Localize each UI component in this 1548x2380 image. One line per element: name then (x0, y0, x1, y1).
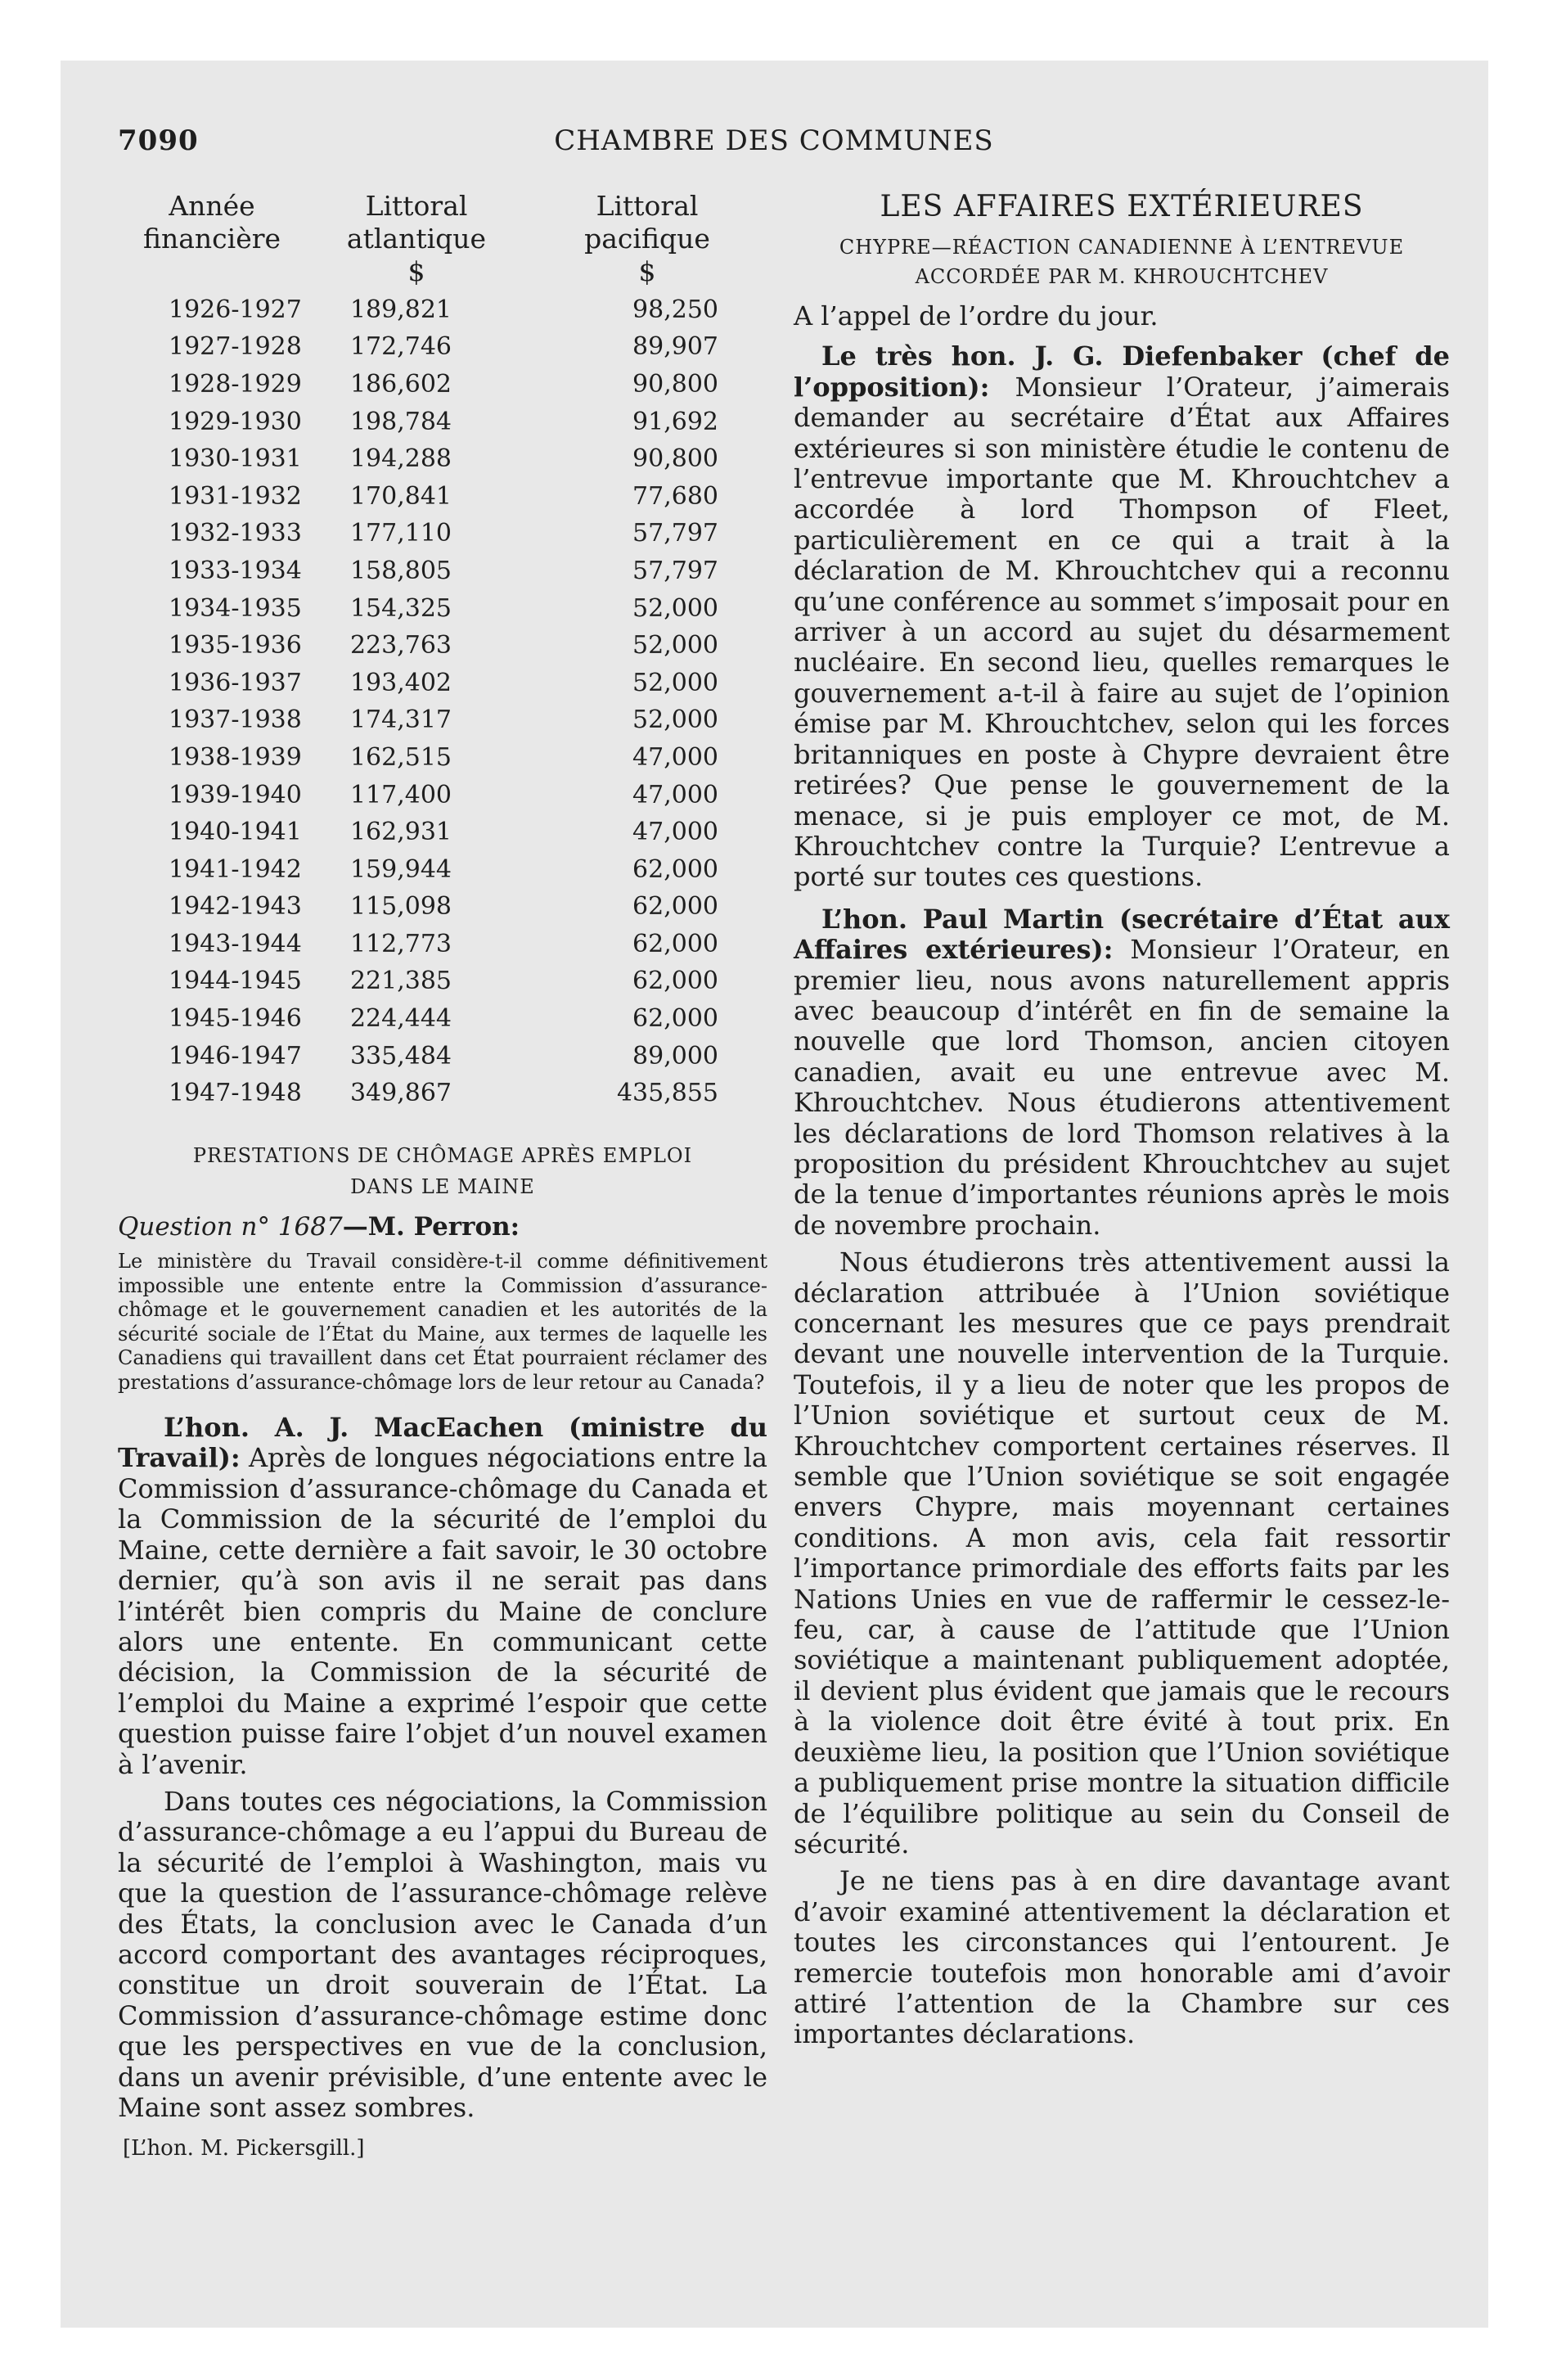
table-row (118, 926, 767, 963)
cell-pacific: 47,000 (632, 818, 718, 847)
cell-year: 1930-1931 (169, 444, 302, 474)
cell-atlantic: 194,288 (349, 444, 452, 474)
answer-paragraph-1: L’hon. A. J. MacEachen (ministre du Travail): Après de longues négociations entre la Commission d’assurance-chômage du Canada et la Commission de la sécurité de l’emploi du Maine, cette dernière a fait savoir, le 30 octobre dernier, qu’à son avis il ne serait pas dans l’intérêt bien compris du Maine de conclure alors une entente. En communicant cette décision, la Commission de la sécurité de l’emploi du Maine a exprimé l’espoir que cette question puisse faire l’objet d’un nouvel examen à l’avenir. (118, 1412, 768, 1780)
table-row (118, 739, 767, 777)
table-row (118, 403, 767, 441)
cell-atlantic: 198,784 (349, 407, 452, 436)
section-heading: PRESTATIONS DE CHÔMAGE APRÈS EMPLOI DANS LE MAINE (192, 1144, 693, 1199)
cell-pacific: 52,000 (632, 705, 718, 735)
cell-atlantic: 159,944 (349, 854, 452, 884)
cell-atlantic: 172,746 (349, 332, 452, 362)
cell-year: 1943-1944 (169, 929, 302, 958)
header-pacific: Littoral pacifique $ (584, 190, 710, 287)
cell-atlantic: 193,402 (349, 668, 452, 697)
cell-atlantic: 221,385 (349, 967, 452, 996)
cell-year: 1940-1941 (169, 818, 302, 847)
cell-pacific: 91,692 (632, 407, 718, 436)
header-atlantic: Littoral atlantique $ (346, 190, 487, 287)
martin-paragraph-2: Nous étudierons très attentivement aussi la déclaration attribuée à l’Union soviétique concernant les mesures que ce pays prendrait devant une nouvelle intervention de la Turquie. Toutefois, il y a lieu de noter que les propos de l’Union soviétique et surtout ceux de M. Khrouchtchev comportent certaines réserves. Il semble que l’Union soviétique se soit engagée envers Chypre, mais moyennant certaines conditions. A mon avis, cela fait ressortir l’importance primordiale des efforts faits par les Nations Unies en vue de raffermir le cessez-le-feu, car, à cause de l’attitude que l’Union soviétique a maintenant publiquement adoptée, il devient plus évident que jamais que le recours à la violence doit être évité à tout prix. En deuxième lieu, la position que l’Union soviétique a publiquement prise montre la situation difficile de l’équilibre politique au sein du Conseil de sécurité. (794, 1246, 1450, 1859)
cell-pacific: 89,907 (632, 332, 718, 362)
cell-atlantic: 349,867 (349, 1079, 452, 1108)
cell-atlantic: 177,110 (349, 519, 452, 548)
table-row (118, 440, 767, 478)
cell-year: 1926-1927 (169, 295, 302, 324)
page-number: 7090 (118, 124, 199, 157)
cell-pacific: 90,800 (632, 444, 718, 474)
cell-year: 1929-1930 (169, 407, 302, 436)
cell-atlantic: 335,484 (349, 1041, 452, 1071)
cell-atlantic: 162,931 (349, 818, 452, 847)
cell-pacific: 62,000 (632, 854, 718, 884)
section-subtitle: CHYPRE—RÉACTION CANADIENNE À L’ENTREVUE ACCORDÉE PAR M. KHROUCHTCHEV (839, 236, 1405, 288)
cell-atlantic: 154,325 (349, 593, 452, 623)
cell-pacific: 57,797 (632, 519, 718, 548)
intro-line: A l’appel de l’ordre du jour. (794, 300, 1159, 331)
page-header (118, 124, 1430, 160)
table-row (118, 963, 767, 1001)
cell-year: 1941-1942 (169, 854, 302, 884)
cell-year: 1933-1934 (169, 556, 302, 585)
cell-year: 1939-1940 (169, 780, 302, 809)
table-row (118, 1038, 767, 1075)
cell-atlantic: 112,773 (349, 929, 452, 958)
cell-year: 1928-1929 (169, 369, 302, 399)
cell-atlantic: 174,317 (349, 705, 452, 735)
cell-year: 1934-1935 (169, 593, 302, 623)
cell-year: 1945-1946 (169, 1004, 302, 1034)
left-column (118, 190, 767, 2161)
cell-pacific: 62,000 (632, 929, 718, 958)
table-row (118, 627, 767, 665)
cell-atlantic: 117,400 (349, 780, 452, 809)
cell-atlantic: 162,515 (349, 742, 452, 772)
cell-year: 1944-1945 (169, 967, 302, 996)
cell-year: 1937-1938 (169, 705, 302, 735)
table-row (118, 552, 767, 590)
table-row (118, 665, 767, 702)
cell-atlantic: 189,821 (349, 295, 452, 324)
cell-pacific: 90,800 (632, 369, 718, 399)
martin-paragraph-3: Je ne tiens pas à en dire davantage avant d’avoir examiné attentivement la déclaration et toutes les circonstances qui l’entourent. Je remercie toutefois mon honorable ami d’avoir attiré l’attention de la Chambre sur ces importantes déclarations. (794, 1865, 1450, 2050)
table-header-row (118, 190, 767, 291)
cell-pacific: 52,000 (632, 668, 718, 697)
martin-paragraph-1: L’hon. Paul Martin (secrétaire d’État aux Affaires extérieures): Monsieur l’Orateur, en premier lieu, nous avons naturellement appris avec beaucoup d’intérêt en fin de semaine la nouvelle que lord Thomson, ancien citoyen canadien, avait eu une entrevue avec M. Khrouchtchev. Nous étudierons attentivement les déclarations de lord Thomson relatives à la proposition du président Khrouchtchev au sujet de la tenue d’importantes réunions après le mois de novembre prochain. (794, 903, 1451, 1241)
section-title: LES AFFAIRES EXTÉRIEURES (880, 190, 1364, 223)
cell-pacific: 47,000 (632, 780, 718, 809)
cell-year: 1935-1936 (169, 631, 302, 660)
table-row (118, 590, 767, 628)
table-row (118, 1075, 767, 1112)
cell-atlantic: 158,805 (349, 556, 452, 585)
cell-atlantic: 223,763 (349, 631, 452, 660)
cell-atlantic: 115,098 (349, 892, 452, 922)
cell-year: 1942-1943 (169, 892, 302, 922)
right-column (794, 190, 1450, 2050)
question-line: Question n° 1687—M. Perron: (118, 1212, 520, 1242)
table-row (118, 777, 767, 814)
table-row (118, 889, 767, 926)
table-row (118, 366, 767, 403)
cell-pacific: 62,000 (632, 892, 718, 922)
diefenbaker-paragraph: Le très hon. J. G. Diefenbaker (chef de l’opposition): Monsieur l’Orateur, j’aimerais demander au secrétaire d’État aux Affaires extérieures si son ministère étudie le contenu de l’entrevue importante que M. Khrouchtchev a accordée à lord Thompson of Fleet, particulièrement en ce qui a trait à la déclaration de M. Khrouchtchev qui a reconnu qu’une conférence au sommet s’imposait pour en arriver à un accord au sujet du désarmement nucléaire. En second lieu, quelles remarques le gouvernement a-t-il à faire au sujet de l’opinion émise par M. Khrouchtchev, selon qui les forces britanniques en poste à Chypre devraient être retirées? Que pense le gouvernement de la menace, si je puis employer ce mot, de M. Khrouchtchev contre la Turquie? L’entrevue a porté sur toutes ces questions. (794, 340, 1451, 893)
cell-pacific: 57,797 (632, 556, 718, 585)
cell-atlantic: 186,602 (349, 369, 452, 399)
table-row (118, 1000, 767, 1038)
cell-year: 1931-1932 (169, 481, 302, 511)
cell-pacific: 52,000 (632, 631, 718, 660)
table-row (118, 702, 767, 740)
header-year: Année financière (142, 190, 281, 255)
cell-pacific: 47,000 (632, 742, 718, 772)
footnote: [L’hon. M. Pickersgill.] (123, 2136, 365, 2161)
cell-year: 1947-1948 (169, 1079, 302, 1108)
table-row (118, 291, 767, 329)
cell-pacific: 52,000 (632, 593, 718, 623)
cell-pacific: 89,000 (632, 1041, 718, 1071)
cell-year: 1932-1933 (169, 519, 302, 548)
table-row (118, 329, 767, 367)
cell-pacific: 62,000 (632, 967, 718, 996)
cell-year: 1936-1937 (169, 668, 302, 697)
table-row (118, 814, 767, 851)
cell-atlantic: 224,444 (349, 1004, 452, 1034)
cell-pacific: 98,250 (632, 295, 718, 324)
expenditure-table (118, 190, 767, 1112)
cell-year: 1927-1928 (169, 332, 302, 362)
table-row (118, 478, 767, 516)
table-row (118, 851, 767, 889)
cell-atlantic: 170,841 (349, 481, 452, 511)
answer-paragraph-2: Dans toutes ces négociations, la Commission d’assurance-chômage a eu l’appui du Bureau de la sécurité de l’emploi à Washington, mais vu que la question de l’assurance-chômage relève des États, la conclusion avec le Canada d’un accord comportant des avantages réciproques, constitue un droit souverain de l’État. La Commission d’assurance-chômage estime donc que les perspectives en vue de la conclusion, dans un avenir prévisible, d’une entente avec le Maine sont assez sombres. (118, 1785, 767, 2123)
running-head: CHAMBRE DES COMMUNES (554, 124, 994, 157)
cell-year: 1938-1939 (169, 742, 302, 772)
cell-pacific: 62,000 (632, 1004, 718, 1034)
cell-year: 1946-1947 (169, 1041, 302, 1071)
cell-pacific: 435,855 (616, 1079, 718, 1108)
table-row (118, 516, 767, 553)
cell-pacific: 77,680 (632, 481, 718, 511)
question-text: Le ministère du Travail considère-t-il comme définitivement impossible une entente entre la Commission d’assurance-chômage et le gouvernement canadien et les autorités de la sécurité sociale de l’État du Maine, aux termes de laquelle les Canadiens qui travaillent dans cet État pourraient réclamer des prestations d’assurance-chômage lors de leur retour au Canada? (118, 1250, 767, 1394)
table-body (118, 291, 767, 1112)
